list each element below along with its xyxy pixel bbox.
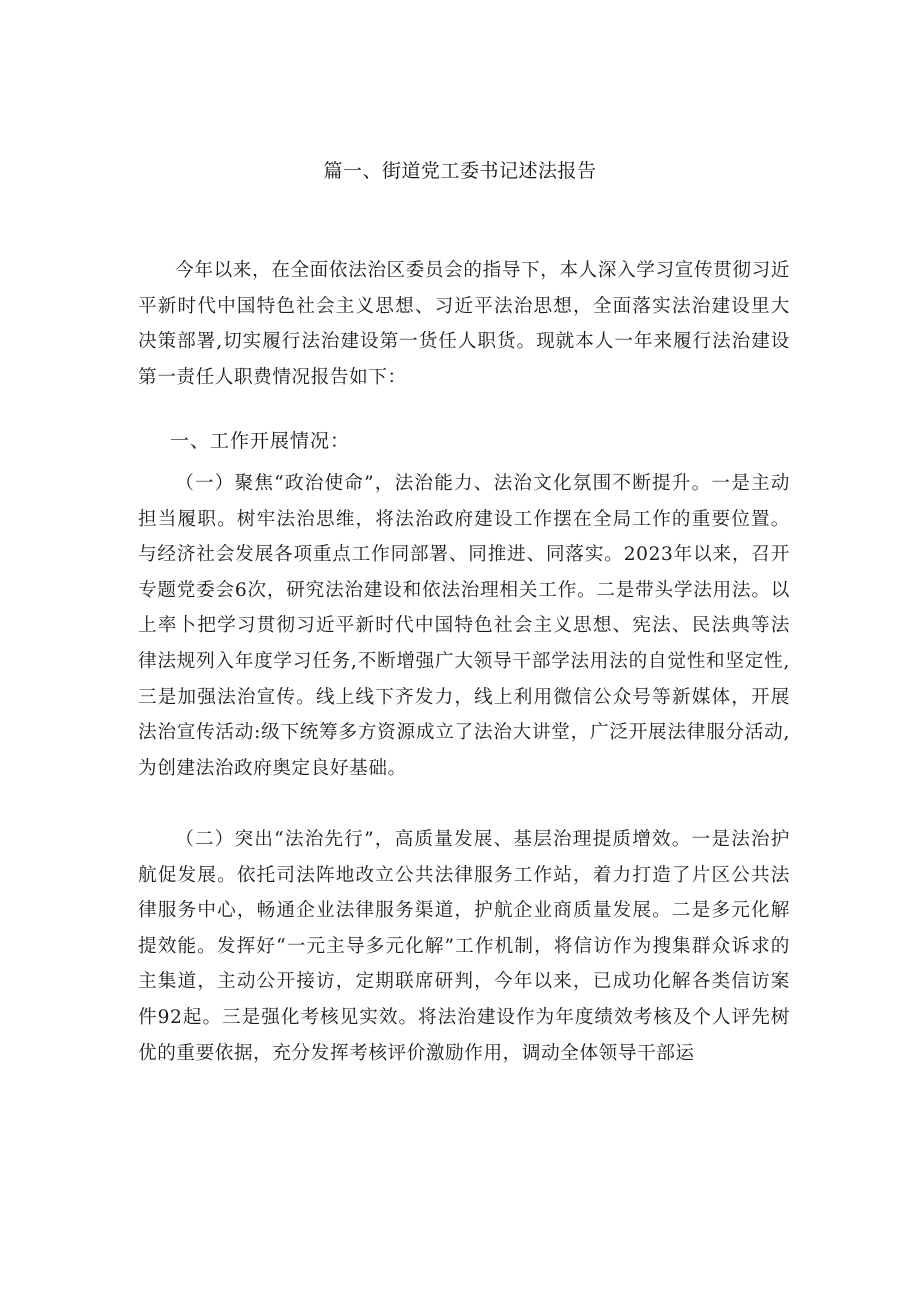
paragraph-item-2: （二）突出“法治先行”，高质量发展、基层治理提质增效。一是法治护航促发展。依托司法阵地改立公共法律服务工作站，着力打造了片区公共法律服务中心，畅通企业法律服务渠道，护航企业商质量发展。二是多元化解提效能。发挥好“一元主导多元化解”工作机制，将信访作为搜集群众诉求的主集道，主动公开接访，定期联席研判，今年以来，已成功化解各类信访案件92起。三是强化考核见实效。将法治建设作为年度绩效考核及个人评先树优的重要依据，充分发挥考核评价激励作用，调动全体领导干部运 bbox=[138, 829, 790, 1064]
section-heading: 一、工作开展情况： bbox=[170, 430, 351, 452]
intro-paragraph: 今年以来，在全面依法治区委员会的指导下，本人深入学习宣传贯彻习近平新时代中国特色社会主义思想、习近平法治思想，全面落实法治建设里大决策部署,切实履行法治建设第一货任人职货。现就本人一年来履行法治建设第一责任人职费情况报告如下： bbox=[138, 260, 790, 388]
paragraph-item-1: （一）聚焦“政治使命”，法治能力、法治文化氛围不断提升。一是主动担当履职。树牢法治思维，将法治政府建设工作摆在全局工作的重要位置。与经济社会发展各项重点工作同部署、同推进、同落实。2023年以来，召开专题党委会6次，研究法治建设和依法治理相关工作。二是带头学法用法。以上率卜把学习贯彻习近平新时代中国特色社会主义思想、宪法、民法典等法律法规列入年度学习任务,不断增强广大领导干部学法用法的自觉性和坚定性,三是加强法治宣传。线上线下齐发力，线上利用微信公众号等新媒体，开展法治宣传活动:级下统筹多方资源成立了法治大讲堂，广泛开展法律服分活动,为创建法治政府奥定良好基础。 bbox=[138, 473, 790, 779]
document-title: 篇一、街道党工委书记述法报告 bbox=[323, 160, 597, 182]
